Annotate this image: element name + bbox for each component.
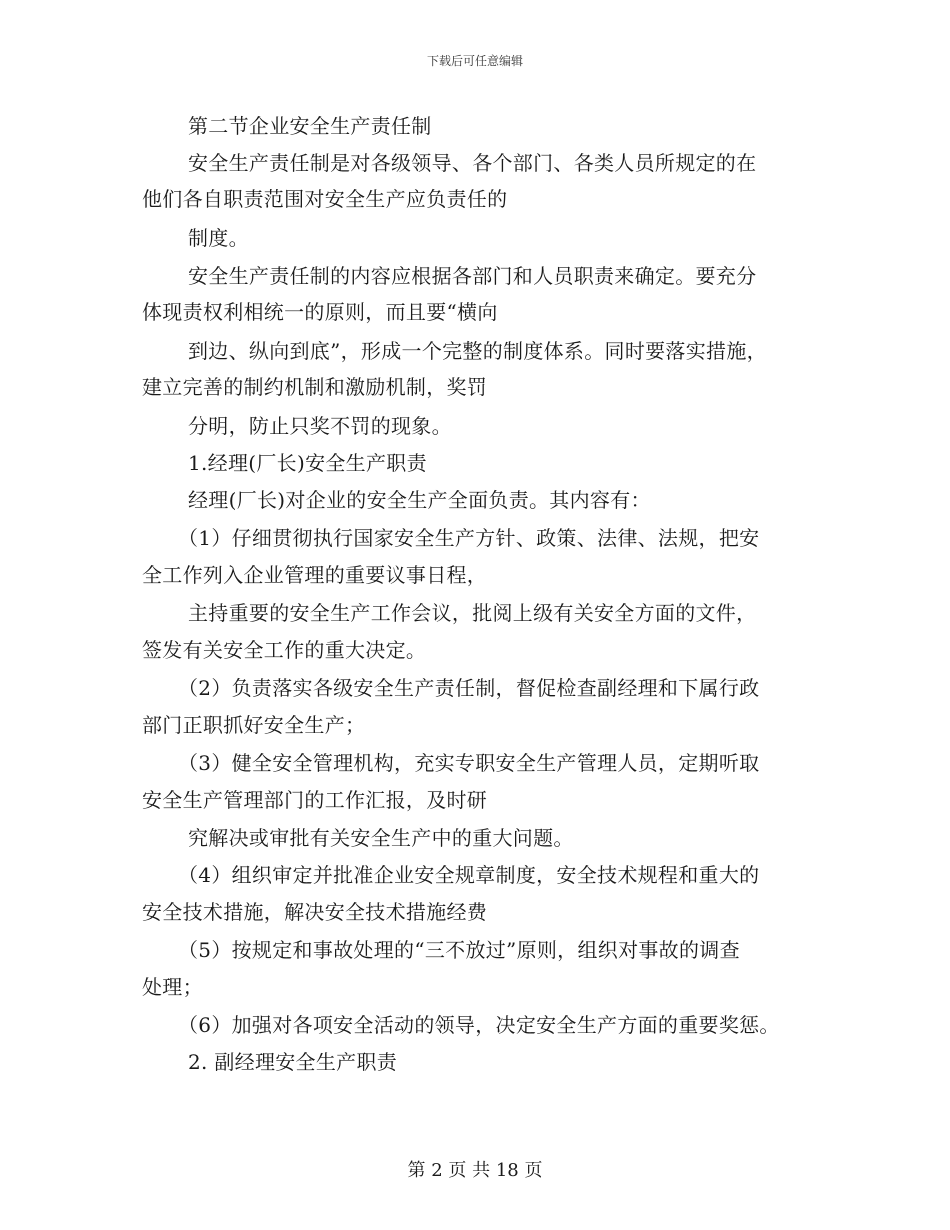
paragraph-line: 安全生产责任制的内容应根据各部门和人员职责来确定。要充分 xyxy=(188,264,757,288)
paragraph-line: 分明，防止只奖不罚的现象。 xyxy=(188,414,452,438)
paragraph-line: 他们各自职责范围对安全生产应负责任的 xyxy=(142,187,508,211)
header-note: 下载后可任意编辑 xyxy=(426,54,523,68)
page-number: 第 2 页 共 18 页 xyxy=(407,1160,543,1181)
subsection-title: 1.经理(厂长)安全生产职责 xyxy=(188,451,427,475)
paragraph-line: 安全生产责任制是对各级领导、各个部门、各类人员所规定的在 xyxy=(188,151,757,175)
paragraph-line: 制度。 xyxy=(188,226,249,250)
paragraph-line: 安全生产管理部门的工作汇报，及时研 xyxy=(142,788,488,812)
paragraph-line: 到边、纵向到底”，形成一个完整的制度体系。同时要落实措施， xyxy=(188,339,767,363)
list-item: （4）组织审定并批准企业安全规章制度，安全技术规程和重大的 xyxy=(178,863,760,887)
paragraph-line: 经理(厂长)对企业的安全生产全面负责。其内容有： xyxy=(188,488,651,512)
paragraph-line: 安全技术措施，解决安全技术措施经费 xyxy=(142,900,488,924)
paragraph-line: 建立完善的制约机制和激励机制，奖罚 xyxy=(142,375,488,399)
paragraph-line: 全工作列入企业管理的重要议事日程， xyxy=(142,563,488,587)
subsection-title: 2. 副经理安全生产职责 xyxy=(188,1050,398,1074)
list-item: （6）加强对各项安全活动的领导，决定安全生产方面的重要奖惩。 xyxy=(178,1013,780,1037)
paragraph-line: 主持重要的安全生产工作会议，批阅上级有关安全方面的文件， xyxy=(188,601,757,625)
paragraph-line: 处理； xyxy=(142,975,203,999)
list-item: （3）健全安全管理机构，充实专职安全生产管理人员，定期听取 xyxy=(178,751,760,775)
paragraph-line: 究解决或审批有关安全生产中的重大问题。 xyxy=(188,826,574,850)
list-item: （2）负责落实各级安全生产责任制，督促检查副经理和下属行政 xyxy=(178,676,760,700)
paragraph-line: 部门正职抓好安全生产； xyxy=(142,713,366,737)
list-item: （1）仔细贯彻执行国家安全生产方针、政策、法律、法规，把安 xyxy=(178,526,760,550)
paragraph-line: 体现责权利相统一的原则，而且要“横向 xyxy=(142,300,498,324)
list-item: （5）按规定和事故处理的“三不放过”原则，组织对事故的调查 xyxy=(178,938,740,962)
section-title: 第二节企业安全生产责任制 xyxy=(188,114,432,138)
paragraph-line: 签发有关安全工作的重大决定。 xyxy=(142,638,427,662)
